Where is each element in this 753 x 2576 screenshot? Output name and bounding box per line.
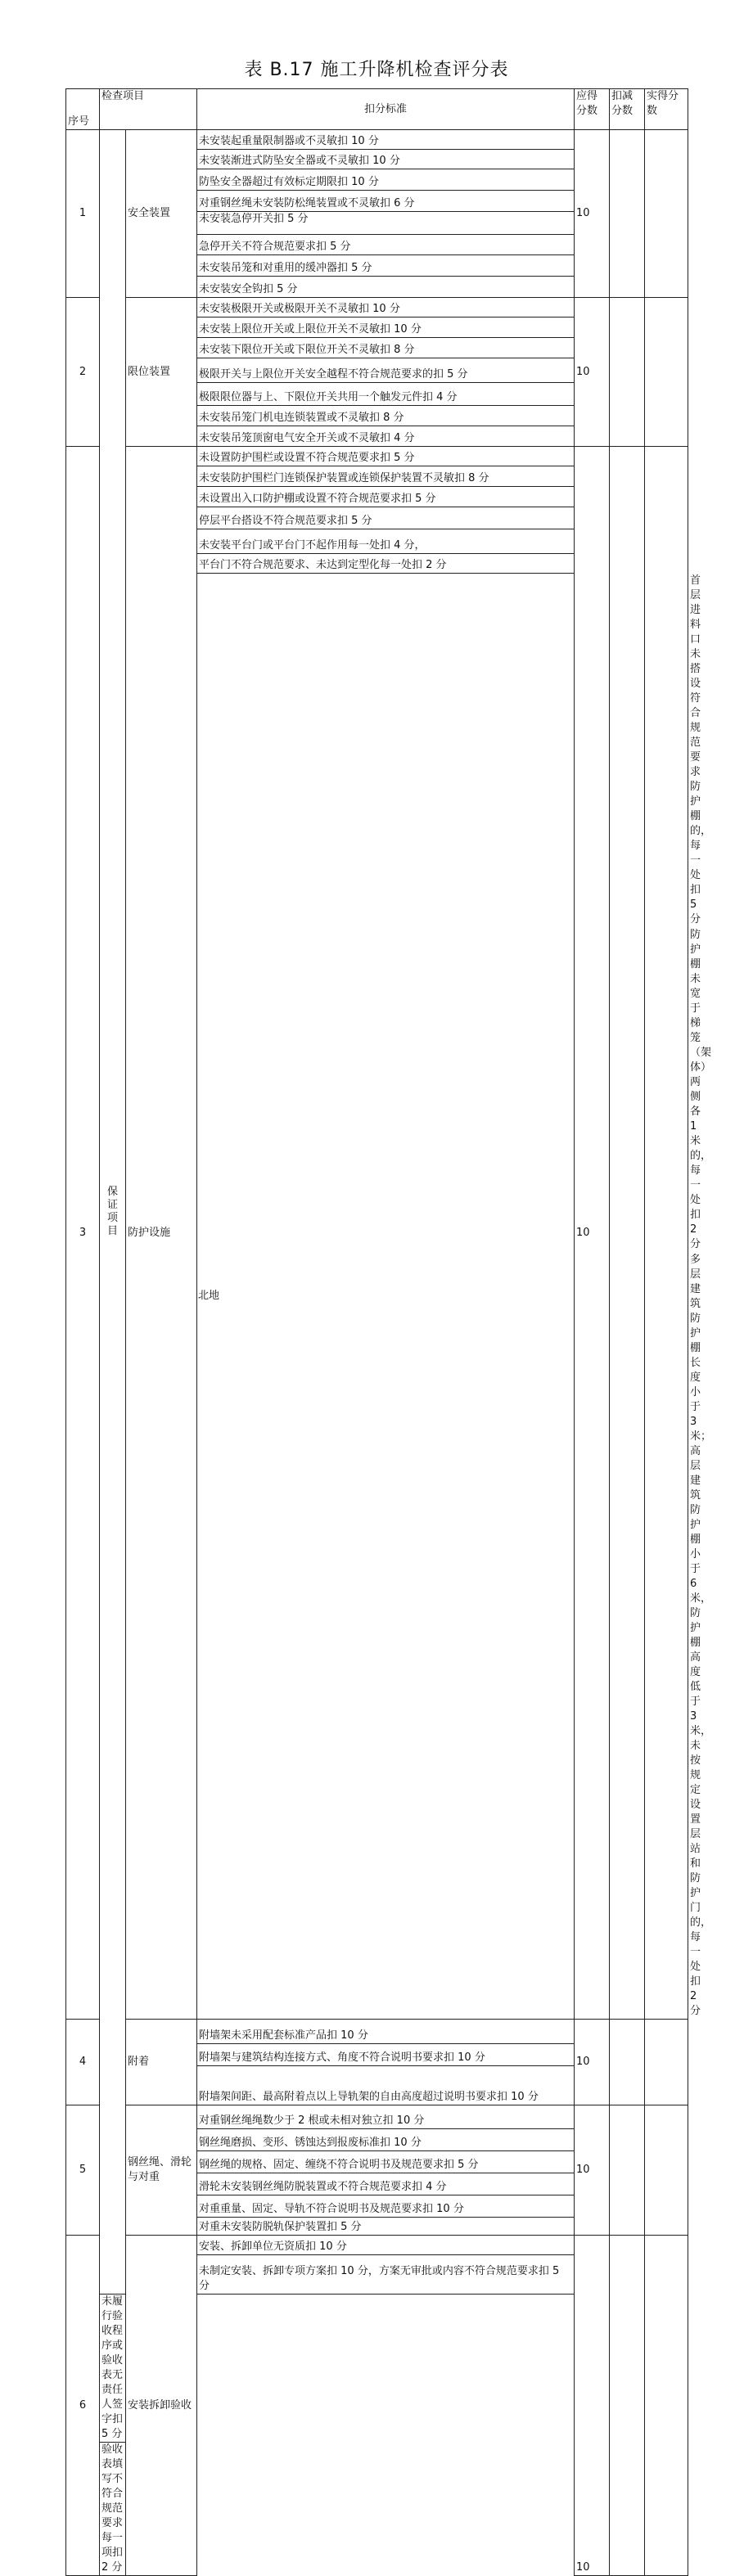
criteria-cell: 未安装安全钩扣 5 分 (197, 277, 575, 298)
group-seq: 2 (66, 298, 100, 447)
criteria-cell: 未安装上限位开关或上限位开关不灵敏扣 10 分 (197, 317, 575, 338)
deduct-cell (610, 298, 645, 447)
actual-cell (645, 130, 688, 298)
criteria-cell: 对重钢丝绳未安装防松绳装置或不灵敏扣 6 分 (197, 191, 575, 212)
group-name: 防护设施 (126, 447, 197, 2020)
criteria-cell: 未安装吊笼和对重用的缓冲器扣 5 分 (197, 255, 575, 277)
criteria-cell: 未安装防护围栏门连锁保护装置或连锁保护装置不灵敏扣 8 分 (197, 466, 575, 487)
group-score: 10 (575, 2020, 610, 2105)
actual-cell (645, 2105, 688, 2236)
actual-cell (645, 298, 688, 447)
deduct-cell (610, 130, 645, 298)
criteria-cell: 验收表填写不符合规范要求每一项扣 2 分 (100, 2443, 126, 2576)
criteria-cell: 钢丝绳磨损、变形、锈蚀达到报废标准扣 10 分 (197, 2129, 575, 2151)
table-row (66, 447, 688, 466)
group-seq: 1 (66, 130, 100, 298)
group-score: 10 (575, 298, 610, 447)
group-name: 附着 (126, 2020, 197, 2105)
deduct-cell (610, 2236, 645, 2576)
criteria-cell: 防坠安全器超过有效标定期限扣 10 分 (197, 169, 575, 191)
group-score: 10 (575, 2105, 610, 2236)
criteria-cell: 未履行验收程序或验收表无责任人签字扣 5 分 (100, 2295, 126, 2443)
criteria-cell: 未安装渐进式防坠安全器或不灵敏扣 10 分 (197, 150, 575, 169)
table-row (66, 2020, 688, 2044)
group-score: 10 (575, 130, 610, 298)
criteria-cell: 极限限位器与上、下限位开关共用一个触发元件扣 4 分 (197, 383, 575, 406)
criteria-cell: 未设置防护围栏或设置不符合规范要求扣 5 分 (197, 447, 575, 466)
table-row (66, 2105, 688, 2129)
group-score: 10 (575, 2236, 610, 2576)
group-name: 安装拆卸验收 (126, 2236, 197, 2576)
header-seq: 序号 (66, 89, 100, 130)
criteria-cell: 未安装下限位开关或下限位开关不灵敏扣 8 分 (197, 338, 575, 358)
header-deduct-score: 扣减分数 (610, 89, 645, 130)
criteria-cell: 未安装起重量限制器或不灵敏扣 10 分 (197, 130, 575, 150)
table-row (66, 2236, 688, 2255)
criteria-cell: 平台门不符合规范要求、未达到定型化每一处扣 2 分 (197, 554, 575, 574)
criteria-cell: 未制定安装、拆卸专项方案扣 10 分，方案无审批或内容不符合规范要求扣 5 分 (197, 2255, 575, 2295)
criteria-cell: 附墙架与建筑结构连接方式、角度不符合说明书要求扣 10 分 (197, 2044, 575, 2066)
criteria-cell: 对重重量、固定、导轨不符合说明书及规范要求扣 10 分 (197, 2195, 575, 2218)
deduct-cell (610, 2020, 645, 2105)
criteria-cell: 滑轮未安装钢丝绳防脱装置或不符合规范要求扣 4 分 (197, 2173, 575, 2195)
actual-cell (645, 2020, 688, 2105)
criteria-cell: 安装、拆卸单位无资质扣 10 分 (197, 2236, 575, 2255)
criteria-cell: 未安装吊笼门机电连锁装置或不灵敏扣 8 分 (197, 406, 575, 426)
table-row: 防护棚未宽于梯笼（架体）两侧各 1 米的，每一处扣 2 分 (690, 929, 712, 1250)
group-name: 钢丝绳、滑轮与对重 (126, 2105, 197, 2236)
page-title: 表 B.17 施工升降机检查评分表 (244, 60, 509, 80)
table-row: 多层建筑防护棚长度小于 3 米；高层建筑防护棚小于 6 米，防护棚高度低于 3 米，未按规定设置层站和防护门的，每一处扣 2 分 (690, 1254, 712, 2017)
header-row (66, 89, 688, 130)
group-name: 限位装置 (126, 298, 197, 447)
header-actual-score: 实得分数 (645, 89, 688, 130)
group-seq: 6 (66, 2236, 100, 2576)
criteria-cell: 附墙架间距、最高附着点以上导轨架的自由高度超过说明书要求扣 10 分 (197, 2066, 575, 2105)
group-seq: 5 (66, 2105, 100, 2236)
criteria-cell: 附墙架未采用配套标准产品扣 10 分 (197, 2020, 575, 2044)
criteria-cell: 未安装吊笼顶窗电气安全开关或不灵敏扣 4 分 (197, 426, 575, 447)
header-should-score: 应得分数 (575, 89, 610, 130)
table-row (66, 130, 688, 150)
deduct-cell (610, 447, 645, 2020)
header-item: 检查项目 (100, 89, 197, 130)
criteria-cell: 急停开关不符合规范要求扣 5 分 (197, 235, 575, 255)
header-criteria: 扣分标准 (197, 89, 575, 130)
score-table (65, 88, 712, 2576)
criteria-cell: 未安装急停开关扣 5 分 (197, 212, 575, 235)
criteria-cell: 未安装平台门或平台门不起作用每一处扣 4 分， (197, 529, 575, 554)
criteria-cell: 对重钢丝绳绳数少于 2 根或未相对独立扣 10 分 (197, 2105, 575, 2129)
deduct-cell (610, 2105, 645, 2236)
group-seq: 4 (66, 2020, 100, 2105)
guarantee-label: 保证项目 (100, 130, 126, 2295)
sub-label: 北地 (197, 574, 575, 2020)
group-score: 10 (575, 447, 610, 2020)
group-name: 安全装置 (126, 130, 197, 298)
criteria-cell: 极限开关与上限位开关安全越程不符合规范要求的扣 5 分 (197, 358, 575, 383)
criteria-cell: 停层平台搭设不符合规范要求扣 5 分 (197, 507, 575, 529)
criteria-cell: 未设置出入口防护棚或设置不符合规范要求扣 5 分 (197, 487, 575, 507)
table-row: 北地 首层进料口未搭设符合规范要求防护棚的，每一处扣 5 分 (66, 574, 688, 928)
criteria-cell: 对重未安装防脱轨保护装置扣 5 分 (197, 2218, 575, 2236)
actual-cell (645, 2236, 688, 2576)
group-seq: 3 (66, 447, 100, 2020)
table-row (66, 298, 688, 317)
actual-cell (645, 447, 688, 2020)
criteria-cell: 未安装极限开关或极限开关不灵敏扣 10 分 (197, 298, 575, 317)
criteria-cell: 钢丝绳的规格、固定、缠绕不符合说明书及规范要求扣 5 分 (197, 2151, 575, 2173)
